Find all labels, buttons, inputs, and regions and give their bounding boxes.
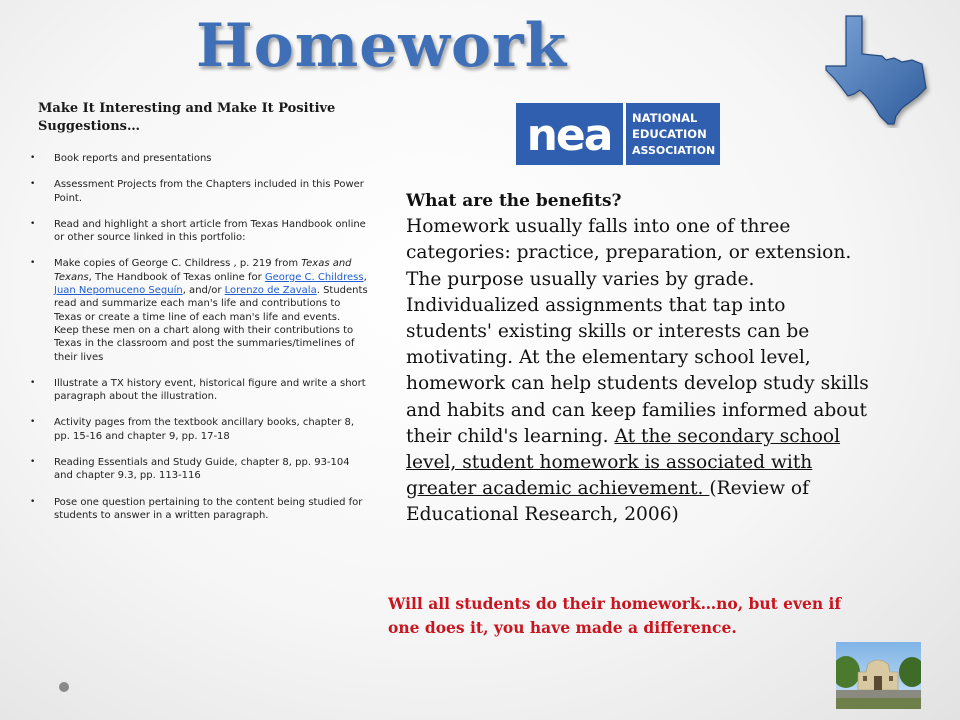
- list-item-childress: • Make copies of George C. Childress , p. 219 from Texas and Texans, The Handbook of Texas online for George C. Childress, Juan Nepomuceno Seguín, and/or Lorenzo de Zavala. Students read and summarize each man's life and contributions to Texas or create a time line of each man's life and events. Keep these men on a chart along with their contributions to Texas in the classroom and post the summaries/timelines of their lives: [30, 257, 370, 363]
- nea-line2: EDUCATION: [632, 127, 707, 141]
- link-george-childress[interactable]: George C. Childress: [264, 271, 364, 283]
- suggestions-list: [30, 152, 370, 535]
- slide-bullet-dot: [59, 682, 69, 692]
- list-item: • Assessment Projects from the Chapters included in this Power Point.: [30, 178, 370, 205]
- list-item: • Reading Essentials and Study Guide, chapter 8, pp. 93-104 and chapter 9.3, pp. 113-116: [30, 456, 370, 483]
- alamo-photo: [836, 642, 921, 709]
- nea-line3: ASSOCIATION: [632, 144, 716, 157]
- closing-statement: Will all students do their homework…no, but even if one does it, you have made a difference.: [388, 594, 842, 637]
- list-item: • Activity pages from the textbook ancillary books, chapter 8, pp. 15-16 and chapter 9, pp. 17-18: [30, 416, 370, 443]
- text: . Students read and summarize each man's life and contributions to Texas or create a time line of each man's life and events.: [54, 285, 368, 323]
- benefits-underlined: At the secondary school level, student homework is associated with greater academic achievement.: [406, 425, 841, 500]
- nea-mark: nea: [526, 110, 612, 161]
- book-title: Texas and Texans: [54, 258, 352, 283]
- suggestions-heading: Make It Interesting and Make It Positive Suggestions…: [38, 101, 336, 134]
- list-item: • Pose one question pertaining to the content being studied for students to answer in a written paragraph.: [30, 496, 370, 523]
- benefits-heading: What are the benefits?: [406, 191, 622, 211]
- benefits-body: Homework usually falls into one of three categories: practice, preparation, or extension. The purpose usually varies by grade. Individualized assignments that tap into students' existing skills or interests can be motivating. At the elementary school level, homework can help students develop study skills and habits and can keep families informed about their child's learning.: [406, 216, 869, 447]
- link-juan-seguin[interactable]: Juan Nepomuceno Seguín: [54, 285, 183, 297]
- text: , The Handbook of Texas online for: [88, 271, 265, 283]
- nea-logo: [516, 103, 720, 165]
- slide-title: Homework: [196, 11, 568, 81]
- list-item: • Illustrate a TX history event, historical figure and write a short paragraph about the illustration.: [30, 377, 370, 404]
- list-item: • Read and highlight a short article from Texas Handbook online or other source linked in this portfolio:: [30, 218, 370, 245]
- nea-line1: NATIONAL: [632, 111, 698, 125]
- list-item: • Book reports and presentations: [30, 152, 370, 165]
- text: Keep these men on a chart along with their contributions to Texas in the classroom and post the summaries/timelines of their lives: [54, 324, 355, 363]
- text: Make copies of George C. Childress , p. 219 from: [54, 258, 302, 270]
- link-lorenzo-de-zavala[interactable]: Lorenzo de Zavala: [224, 285, 317, 297]
- texas-state-shape-icon: [822, 12, 932, 128]
- benefits-paragraph: [406, 188, 876, 529]
- benefits-citation: (Review of Educational Research, 2006): [406, 478, 810, 526]
